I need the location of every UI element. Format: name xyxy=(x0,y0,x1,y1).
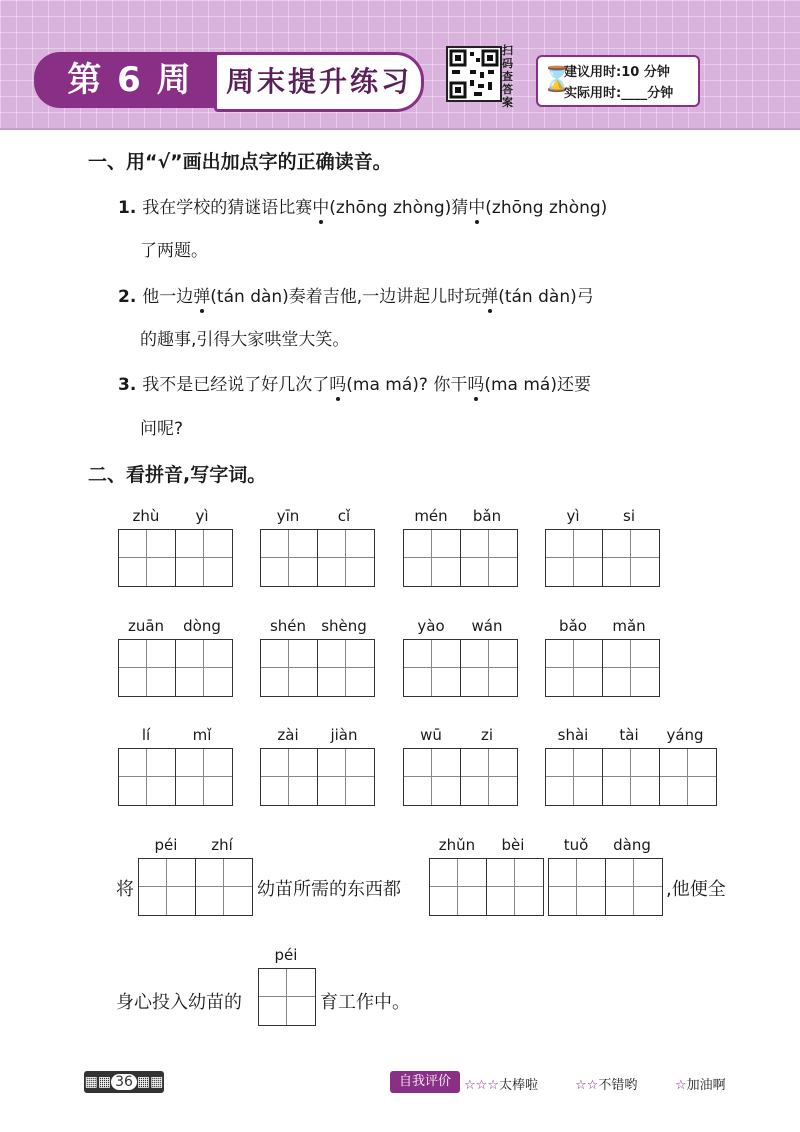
question-2 xyxy=(118,282,594,307)
question-3 xyxy=(118,370,591,395)
pinyin: zuān xyxy=(127,617,165,635)
writing-cell[interactable] xyxy=(404,530,461,586)
pinyin: yào xyxy=(417,617,445,635)
writing-cell[interactable] xyxy=(119,749,176,805)
pinyin: dàng xyxy=(613,836,651,854)
star-icon: ☆ xyxy=(675,1078,687,1093)
star-icon: ☆☆ xyxy=(575,1078,599,1093)
section2-title: 二、看拼音,写字词。 xyxy=(88,464,267,486)
writing-cell[interactable] xyxy=(404,640,461,696)
sentence-text: 幼苗所需的东西都 xyxy=(257,879,401,900)
word-group xyxy=(429,836,544,916)
question-1 xyxy=(118,193,607,218)
dotted-char: 中 xyxy=(312,198,330,218)
writing-cell[interactable] xyxy=(196,859,252,915)
writing-cell[interactable] xyxy=(318,530,374,586)
dotted-char: 吗 xyxy=(467,375,485,395)
pinyin: zhǔn xyxy=(438,836,476,854)
page-number: ▦▦ 36 ▦▦ xyxy=(84,1071,164,1093)
writing-cell[interactable] xyxy=(606,859,662,915)
question-text: 我在学校的猜谜语比赛 xyxy=(142,198,313,218)
pinyin: zhí xyxy=(211,836,233,854)
question-number: 2. xyxy=(118,287,137,307)
actual-time: 实际用时:____分钟 xyxy=(564,86,674,101)
pinyin: péi xyxy=(274,946,298,964)
writing-cell[interactable] xyxy=(461,530,517,586)
pinyin: péi xyxy=(154,836,178,854)
word-group xyxy=(545,507,660,587)
sentence-text: ,他便全 xyxy=(666,879,726,900)
options-text[interactable]: (ma má)? 你干 xyxy=(346,375,468,395)
writing-cell[interactable] xyxy=(176,530,232,586)
pinyin: shén xyxy=(269,617,307,635)
word-group xyxy=(118,507,233,587)
pinyin: shài xyxy=(557,726,589,744)
writing-cell[interactable] xyxy=(261,530,318,586)
pinyin: mén xyxy=(414,507,448,525)
word-group xyxy=(545,726,717,806)
sentence-text: 育工作中。 xyxy=(320,992,410,1013)
suggested-time: 建议用时:10 分钟 xyxy=(564,65,670,80)
question-3-line2: 问呢? xyxy=(140,419,184,439)
writing-cell[interactable] xyxy=(603,640,659,696)
pinyin: mǎn xyxy=(612,617,646,635)
word-group xyxy=(403,507,518,587)
writing-cell[interactable] xyxy=(546,749,603,805)
writing-cell[interactable] xyxy=(549,859,606,915)
pinyin: yáng xyxy=(666,726,704,744)
word-group xyxy=(260,507,375,587)
page-title: 周末提升练习 xyxy=(214,52,424,112)
pinyin: wán xyxy=(471,617,503,635)
writing-cell[interactable] xyxy=(430,859,487,915)
pinyin: cǐ xyxy=(337,507,351,525)
pinyin: zi xyxy=(480,726,494,744)
pinyin: dòng xyxy=(183,617,221,635)
question-2-line2: 的趣事,引得大家哄堂大笑。 xyxy=(140,330,350,350)
pinyin: shèng xyxy=(321,617,367,635)
writing-cell[interactable] xyxy=(261,640,318,696)
star-icon: ☆☆☆ xyxy=(464,1078,499,1093)
writing-cell[interactable] xyxy=(461,749,517,805)
sentence-text: 身心投入幼苗的 xyxy=(116,992,242,1013)
writing-cell[interactable] xyxy=(119,530,176,586)
word-group xyxy=(548,836,663,916)
writing-cell[interactable] xyxy=(176,640,232,696)
pinyin: yì xyxy=(195,507,209,525)
question-text: 我不是已经说了好几次了 xyxy=(142,375,330,395)
options-text[interactable]: (tán dàn)奏着吉他,一边讲起儿时玩 xyxy=(210,287,482,307)
writing-cell[interactable] xyxy=(546,640,603,696)
writing-cell[interactable] xyxy=(176,749,232,805)
dotted-char: 弹 xyxy=(481,287,499,307)
pinyin: jiàn xyxy=(330,726,358,744)
dotted-char: 吗 xyxy=(329,375,347,395)
writing-cell[interactable] xyxy=(461,640,517,696)
options-text[interactable]: (ma má)还要 xyxy=(484,375,591,395)
rating-one-star[interactable]: ☆加油啊 xyxy=(675,1078,726,1093)
pinyin: mǐ xyxy=(192,726,212,744)
pinyin: bèi xyxy=(501,836,525,854)
time-box xyxy=(536,55,700,107)
writing-cell[interactable] xyxy=(546,530,603,586)
word-group xyxy=(403,726,518,806)
word-group xyxy=(403,617,518,697)
writing-cell[interactable] xyxy=(660,749,716,805)
pinyin: zhù xyxy=(132,507,160,525)
pinyin: yì xyxy=(566,507,580,525)
pinyin: bǎo xyxy=(559,617,587,635)
word-group xyxy=(138,836,253,916)
self-eval-label: 自我评价 xyxy=(390,1071,460,1093)
pinyin: yīn xyxy=(276,507,300,525)
word-group xyxy=(260,617,375,697)
writing-cell[interactable] xyxy=(119,640,176,696)
options-text[interactable]: (zhōng zhòng)猜 xyxy=(329,198,469,218)
pinyin: tuǒ xyxy=(563,836,589,854)
pinyin: tài xyxy=(619,726,639,744)
word-group xyxy=(118,726,233,806)
options-text[interactable]: (tán dàn)弓 xyxy=(498,287,594,307)
section1-title: 一、用“√”画出加点字的正确读音。 xyxy=(88,151,392,173)
word-group xyxy=(118,617,233,697)
pinyin: wū xyxy=(420,726,442,744)
sentence-text: 将 xyxy=(116,879,134,900)
qr-code-icon[interactable] xyxy=(446,46,502,102)
writing-cell[interactable] xyxy=(139,859,196,915)
rating-three-stars[interactable]: ☆☆☆太棒啦 xyxy=(464,1078,538,1093)
writing-cell[interactable] xyxy=(318,749,374,805)
writing-cell[interactable] xyxy=(603,749,660,805)
dotted-char: 弹 xyxy=(193,287,211,307)
dotted-char: 中 xyxy=(468,198,486,218)
word-group xyxy=(545,617,660,697)
writing-cell[interactable] xyxy=(487,859,543,915)
writing-cell[interactable] xyxy=(318,640,374,696)
hourglass-icon: ⌛ xyxy=(542,65,572,93)
rating-two-stars[interactable]: ☆☆不错哟 xyxy=(575,1078,638,1093)
writing-cell[interactable] xyxy=(404,749,461,805)
word-group xyxy=(258,946,316,1026)
options-text[interactable]: (zhōng zhòng) xyxy=(485,198,608,218)
question-1-line2: 了两题。 xyxy=(140,241,208,261)
question-number: 1. xyxy=(118,198,137,218)
pinyin: si xyxy=(623,507,635,525)
writing-cell[interactable] xyxy=(603,530,659,586)
pinyin: bǎn xyxy=(472,507,502,525)
pinyin: zài xyxy=(277,726,299,744)
writing-cell[interactable] xyxy=(261,749,318,805)
pinyin: lí xyxy=(141,726,151,744)
writing-cell[interactable] xyxy=(259,969,315,1025)
question-number: 3. xyxy=(118,375,137,395)
week-badge: 第 6 周 xyxy=(34,52,226,108)
qr-label: 扫码查答案 xyxy=(502,44,513,109)
question-text: 他一边 xyxy=(142,287,194,307)
word-group xyxy=(260,726,375,806)
